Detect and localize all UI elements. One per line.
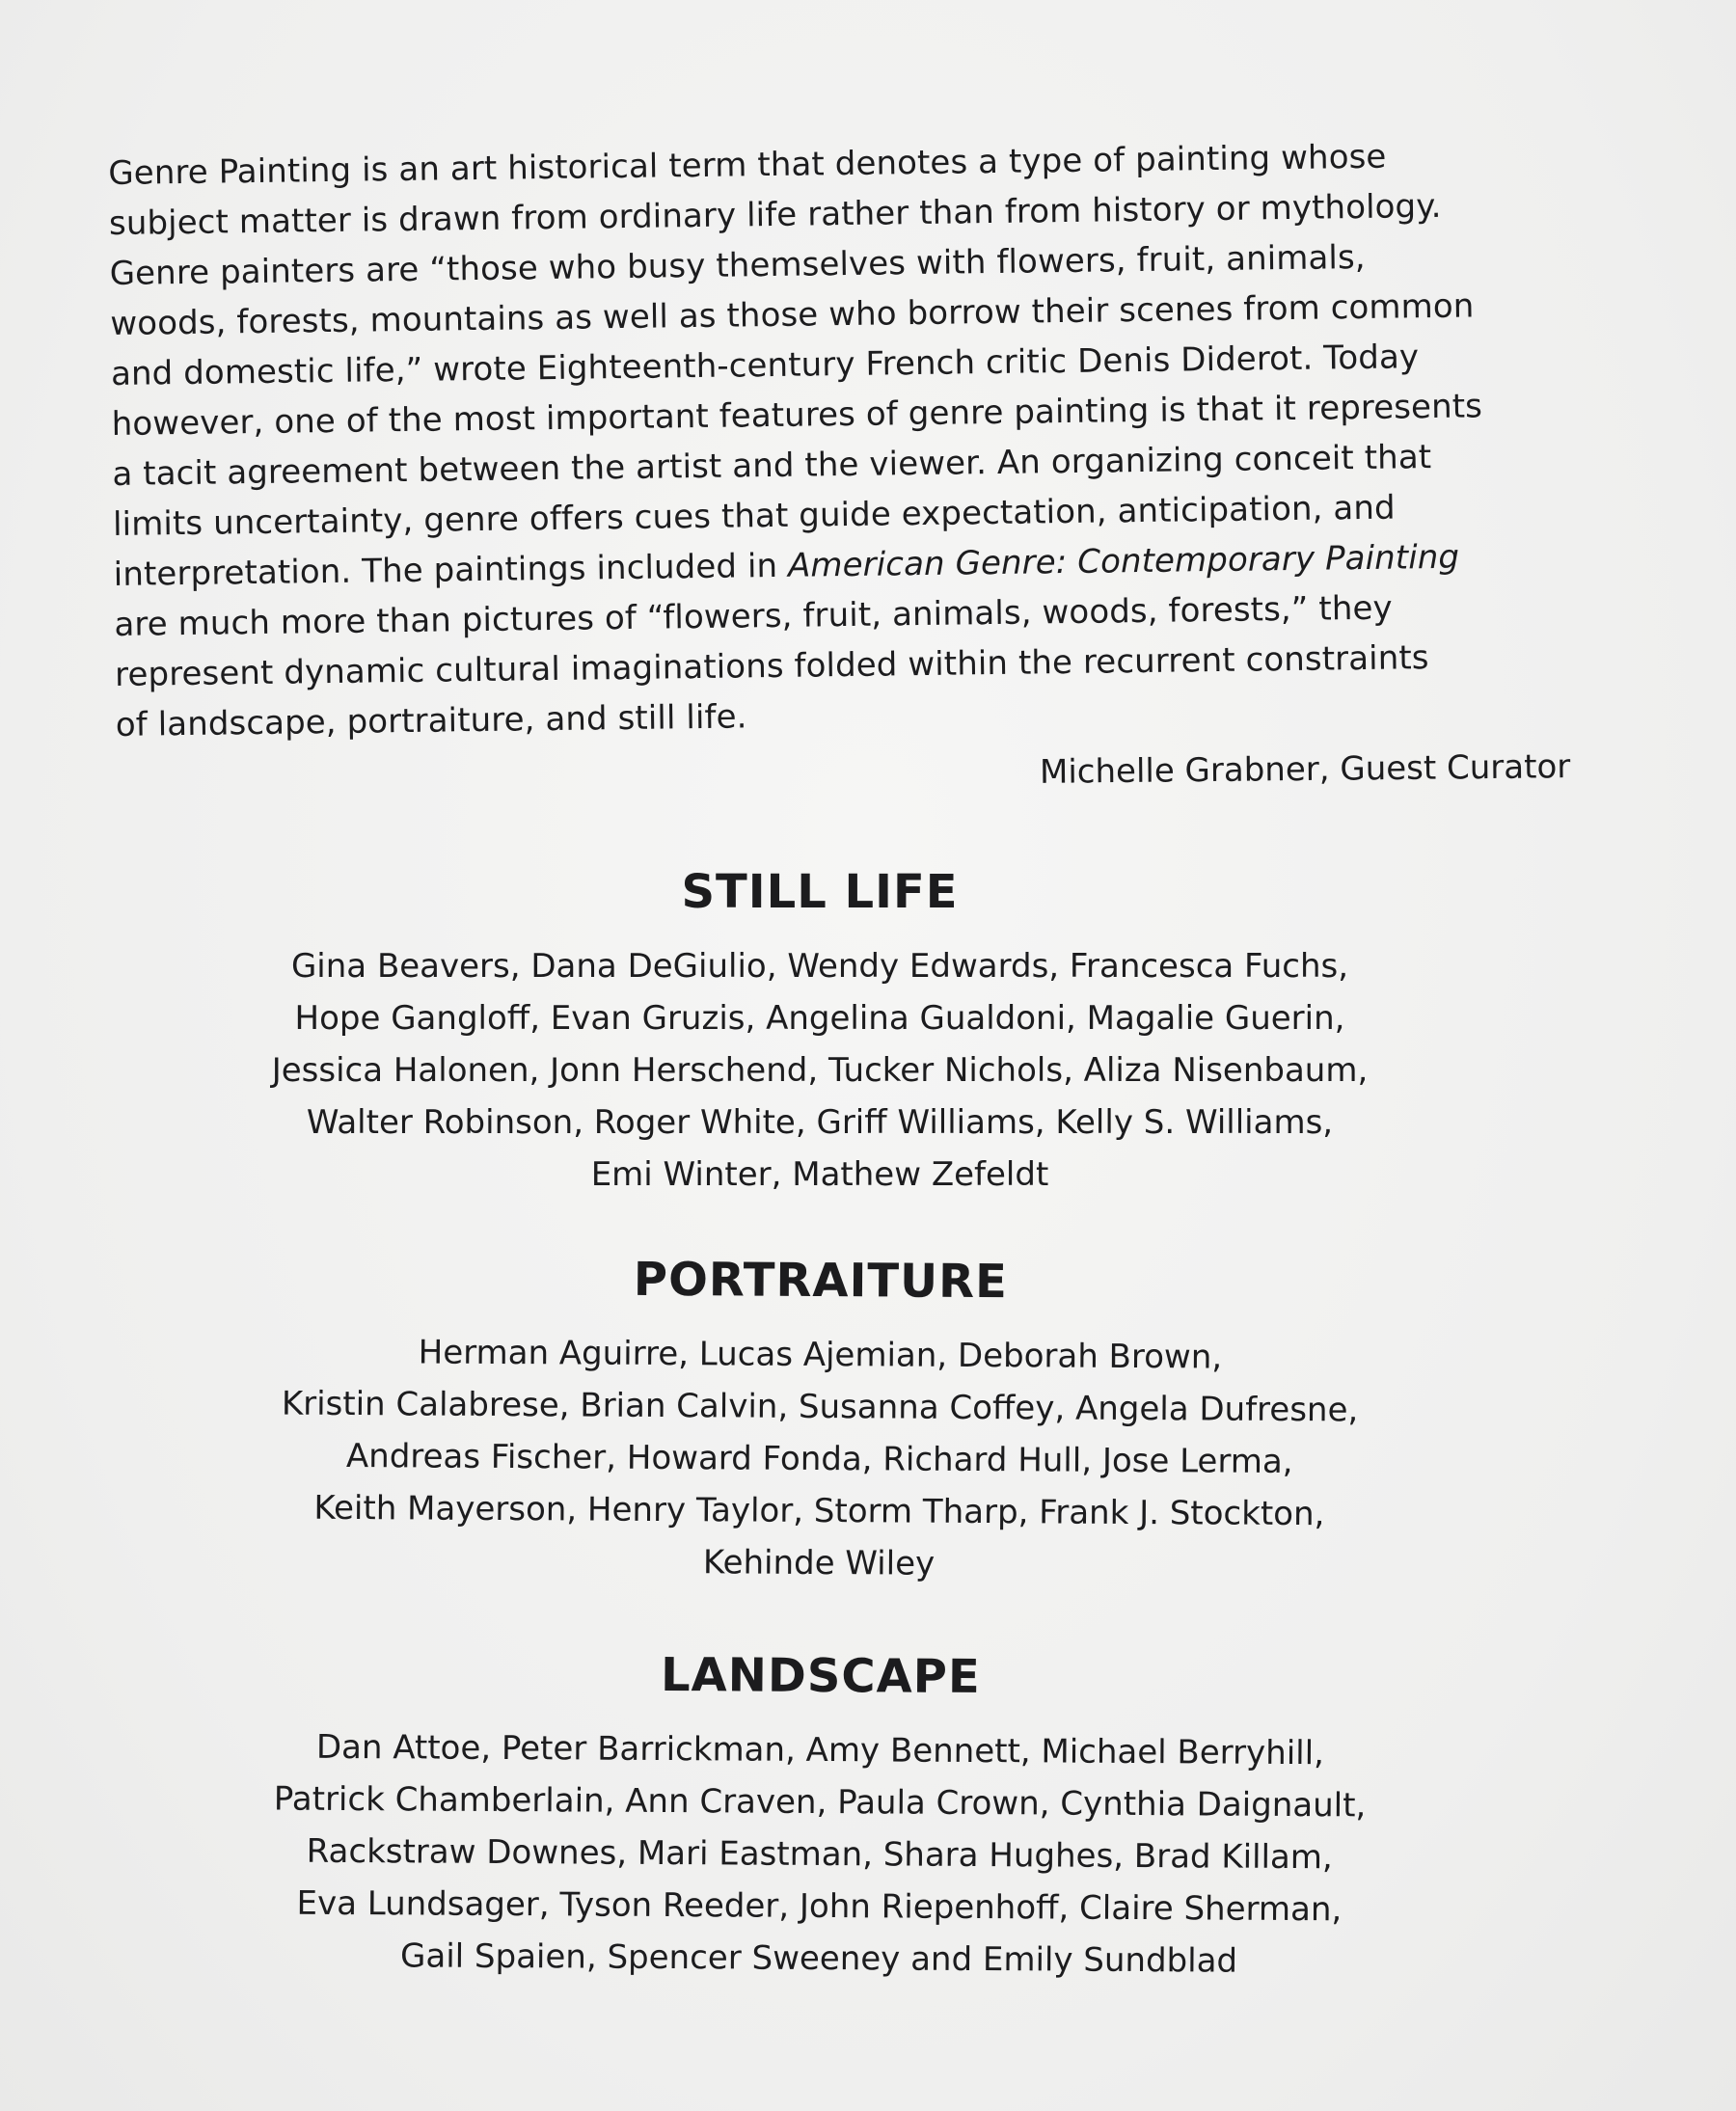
artist-line: Walter Robinson, Roger White, Griff Williams, Kelly S. Williams, [306, 1103, 1334, 1142]
curator-signature: Michelle Grabner, Guest Curator [1039, 747, 1571, 792]
artist-line: Jessica Halonen, Jonn Herschend, Tucker Nichols, Aliza Nisenbaum, [271, 1051, 1369, 1090]
artist-line: Andreas Fischer, Howard Fonda, Richard Hull, Jose Lerma, [345, 1437, 1293, 1481]
section-title: LANDSCAPE [660, 1647, 981, 1705]
artist-line: Kehinde Wiley [702, 1543, 936, 1583]
artist-line: Herman Aguirre, Lucas Ajemian, Deborah Brown, [418, 1333, 1223, 1377]
section-still-life [0, 863, 1640, 1201]
artist-line: Rackstraw Downes, Mari Eastman, Shara Hughes, Brad Killam, [306, 1831, 1333, 1878]
artist-line: Eva Lundsager, Tyson Reeder, John Riepenhoff, Claire Sherman, [296, 1883, 1343, 1930]
intro-line: are much more than pictures of “flowers, fruit, animals, woods, forests,” they [114, 588, 1393, 644]
artist-line: Gail Spaien, Spencer Sweeney and Emily Sundblad [399, 1936, 1238, 1981]
section-portraiture [0, 1252, 1640, 1589]
artist-list [0, 1324, 1641, 1594]
section-title: STILL LIFE [681, 865, 959, 919]
artist-line: Hope Gangloff, Evan Gruzis, Angelina Gualdoni, Magalie Guerin, [294, 999, 1345, 1038]
artist-line: Patrick Chamberlain, Ann Craven, Paula Crown, Cynthia Daignault, [273, 1779, 1367, 1826]
intro-line: woods, forests, mountains as well as those who borrow their scenes from common [110, 286, 1475, 343]
intro-paragraph [108, 128, 1640, 750]
intro-line: Genre Painting is an art historical term that denotes a type of painting whose [108, 137, 1387, 193]
section-title: PORTRAITURE [633, 1252, 1009, 1310]
artist-list [0, 1719, 1641, 1989]
artist-line: Gina Beavers, Dana DeGiulio, Wendy Edwards, Francesca Fuchs, [290, 947, 1349, 986]
intro-line: limits uncertainty, genre offers cues that guide expectation, anticipation, and [112, 488, 1396, 544]
exhibition-title: American Genre: Contemporary Painting [787, 537, 1460, 585]
artist-list [0, 940, 1640, 1201]
artist-line: Dan Attoe, Peter Barrickman, Amy Bennett, Michael Berryhill, [315, 1727, 1325, 1773]
artist-line: Emi Winter, Mathew Zefeldt [590, 1155, 1049, 1194]
intro-line: subject matter is drawn from ordinary life rather than from history or mythology. [108, 186, 1442, 243]
intro-line: Genre painters are “those who busy themselves with flowers, fruit, animals, [109, 237, 1366, 293]
artist-line: Kristin Calabrese, Brian Calvin, Susanna Coffey, Angela Dufresne, [281, 1384, 1359, 1430]
intro-line: however, one of the most important features of genre painting is that it represents [111, 387, 1483, 444]
intro-line: a tacit agreement between the artist and the viewer. An organizing conceit that [112, 438, 1432, 494]
intro-line-text: interpretation. The paintings included in [113, 546, 789, 594]
section-landscape [0, 1647, 1640, 1985]
intro-line: of landscape, portraiture, and still life. [115, 697, 747, 744]
intro-line: represent dynamic cultural imaginations folded within the recurrent constraints [114, 638, 1429, 694]
artist-line: Keith Mayerson, Henry Taylor, Storm Tharp, Frank J. Stockton, [313, 1488, 1325, 1534]
intro-line: and domestic life,” wrote Eighteenth-century French critic Denis Diderot. Today [110, 338, 1420, 393]
